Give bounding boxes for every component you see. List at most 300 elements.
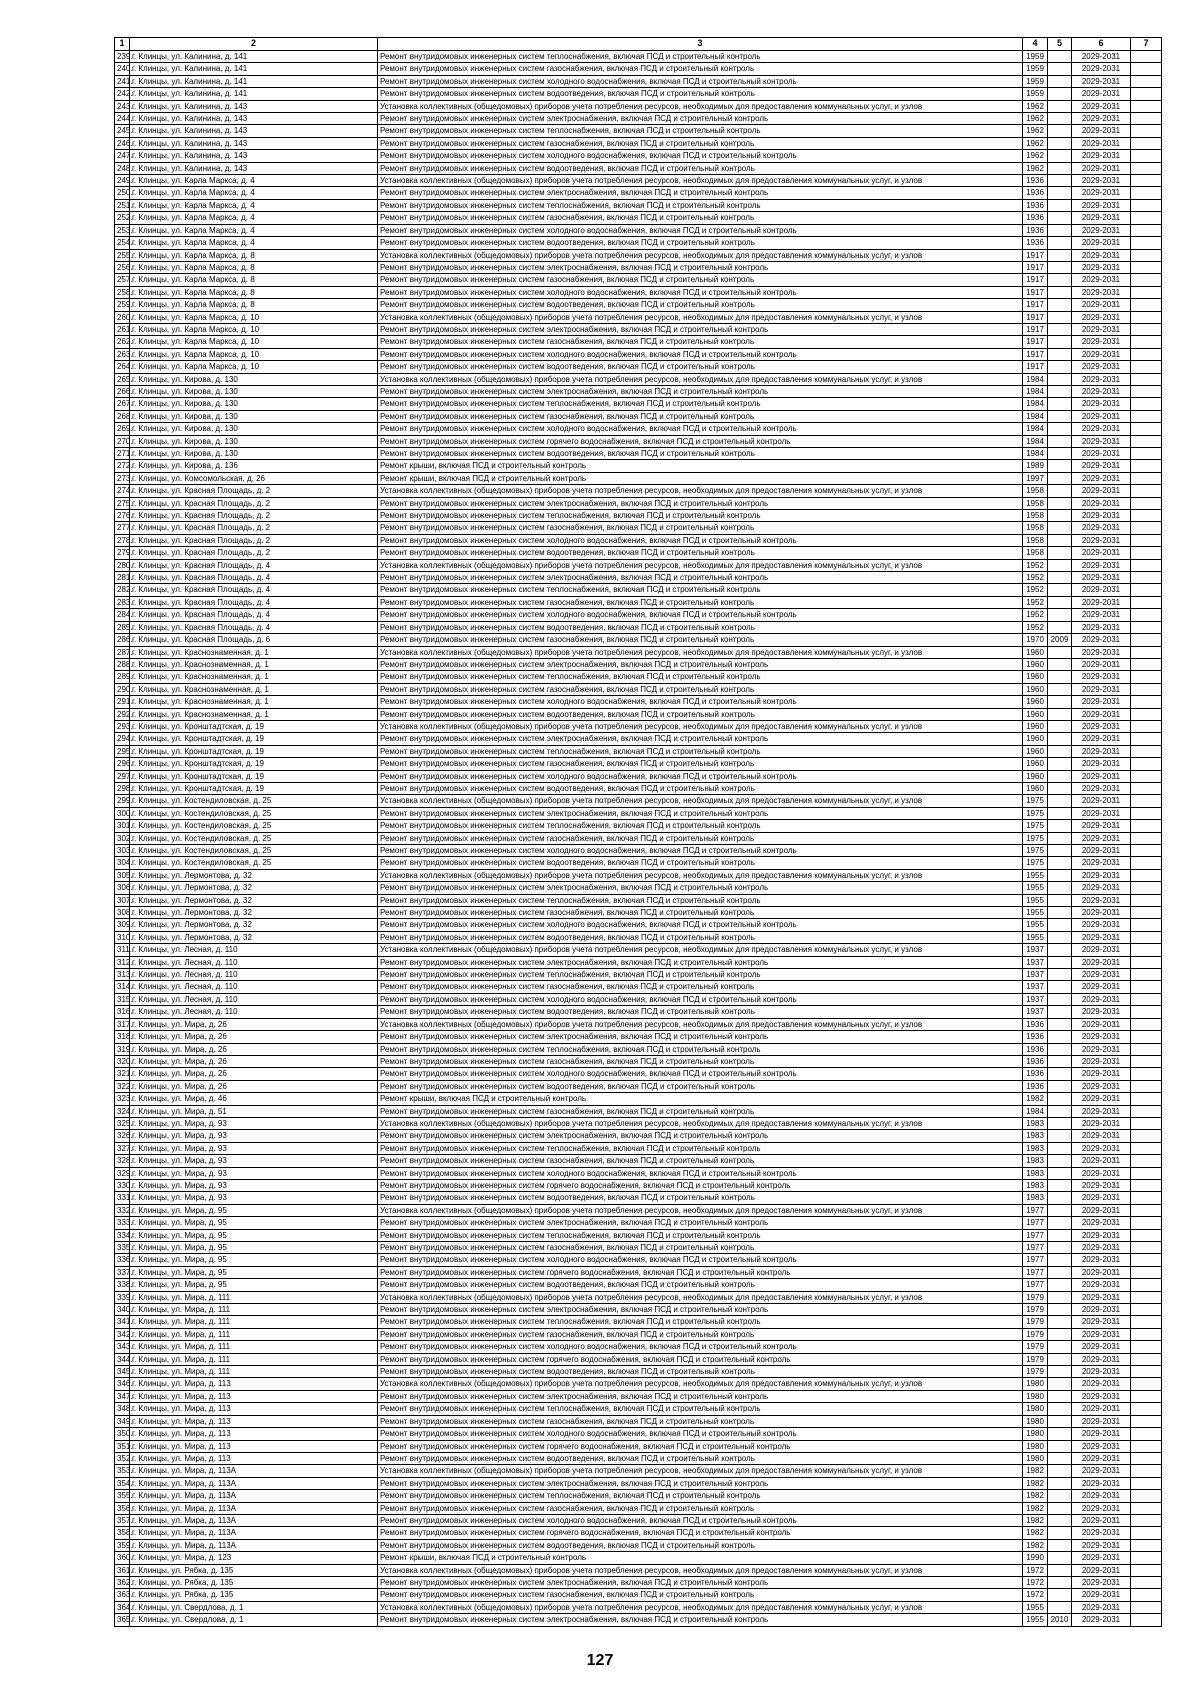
planned-period-cell: 2029-2031 xyxy=(1072,1229,1131,1241)
row-number: 301. xyxy=(115,820,130,832)
planned-period-cell: 2029-2031 xyxy=(1072,261,1131,273)
row-number: 337. xyxy=(115,1266,130,1278)
commission-year-cell: 1982 xyxy=(1023,1502,1048,1514)
extra-cell xyxy=(1131,1428,1162,1440)
planned-period-cell: 2029-2031 xyxy=(1072,621,1131,633)
table-row xyxy=(115,782,1162,794)
address-cell: г. Клинцы, ул. Мира, д. 26 xyxy=(130,1018,378,1030)
row-number: 334. xyxy=(115,1229,130,1241)
table-row xyxy=(115,820,1162,832)
address-cell: г. Клинцы, ул. Кирова, д. 130 xyxy=(130,410,378,422)
extra-cell xyxy=(1131,1192,1162,1204)
planned-period-cell: 2029-2031 xyxy=(1072,460,1131,472)
address-cell: г. Клинцы, ул. Мира, д. 26 xyxy=(130,1068,378,1080)
commission-year-cell: 1960 xyxy=(1023,671,1048,683)
table-row xyxy=(115,410,1162,422)
work-type-cell: Установка коллективных (общедомовых) приборов учета потребления ресурсов, необходимых для предоставления коммунальных услуг, и узлов xyxy=(378,1204,1023,1216)
planned-period-cell: 2029-2031 xyxy=(1072,249,1131,261)
extra-cell xyxy=(1131,460,1162,472)
commission-year-cell: 1936 xyxy=(1023,1031,1048,1043)
work-type-cell: Ремонт внутридомовых инженерных систем водоотведения, включая ПСД и строительный контроль xyxy=(378,1192,1023,1204)
work-type-cell: Установка коллективных (общедомовых) приборов учета потребления ресурсов, необходимых для предоставления коммунальных услуг, и узлов xyxy=(378,795,1023,807)
address-cell: г. Клинцы, ул. Мира, д. 111 xyxy=(130,1291,378,1303)
row-number: 339. xyxy=(115,1291,130,1303)
last-repair-year-cell xyxy=(1048,299,1072,311)
planned-period-cell: 2029-2031 xyxy=(1072,51,1131,63)
planned-period-cell: 2029-2031 xyxy=(1072,832,1131,844)
row-number: 246. xyxy=(115,137,130,149)
work-type-cell: Ремонт внутридомовых инженерных систем газоснабжения, включая ПСД и строительный контроль xyxy=(378,1155,1023,1167)
work-type-cell: Ремонт внутридомовых инженерных систем электроснабжения, включая ПСД и строительный контроль xyxy=(378,113,1023,125)
row-number: 311. xyxy=(115,944,130,956)
commission-year-cell: 1917 xyxy=(1023,361,1048,373)
extra-cell xyxy=(1131,1080,1162,1092)
commission-year-cell: 1962 xyxy=(1023,162,1048,174)
row-number: 347. xyxy=(115,1390,130,1402)
work-type-cell: Ремонт внутридомовых инженерных систем холодного водоснабжения, включая ПСД и строительный контроль xyxy=(378,1167,1023,1179)
extra-cell xyxy=(1131,820,1162,832)
extra-cell xyxy=(1131,534,1162,546)
planned-period-cell: 2029-2031 xyxy=(1072,299,1131,311)
extra-cell xyxy=(1131,348,1162,360)
table-row xyxy=(115,671,1162,683)
work-type-cell: Ремонт внутридомовых инженерных систем холодного водоснабжения, включая ПСД и строительный контроль xyxy=(378,993,1023,1005)
commission-year-cell: 1982 xyxy=(1023,1465,1048,1477)
commission-year-cell: 1977 xyxy=(1023,1229,1048,1241)
table-row xyxy=(115,348,1162,360)
row-number: 318. xyxy=(115,1031,130,1043)
row-number: 312. xyxy=(115,956,130,968)
extra-cell xyxy=(1131,435,1162,447)
column-header-4: 4 xyxy=(1023,38,1048,51)
work-type-cell: Установка коллективных (общедомовых) приборов учета потребления ресурсов, необходимых для предоставления коммунальных услуг, и узлов xyxy=(378,1291,1023,1303)
extra-cell xyxy=(1131,472,1162,484)
address-cell: г. Клинцы, ул. Мира, д. 113А xyxy=(130,1477,378,1489)
last-repair-year-cell xyxy=(1048,237,1072,249)
planned-period-cell: 2029-2031 xyxy=(1072,745,1131,757)
address-cell: г. Клинцы, ул. Калинина, д. 141 xyxy=(130,63,378,75)
extra-cell xyxy=(1131,1564,1162,1576)
address-cell: г. Клинцы, ул. Карла Маркса, д. 4 xyxy=(130,187,378,199)
last-repair-year-cell xyxy=(1048,1179,1072,1191)
planned-period-cell: 2029-2031 xyxy=(1072,435,1131,447)
extra-cell xyxy=(1131,720,1162,732)
row-number: 336. xyxy=(115,1254,130,1266)
work-type-cell: Установка коллективных (общедомовых) приборов учета потребления ресурсов, необходимых для предоставления коммунальных услуг, и узлов xyxy=(378,944,1023,956)
work-type-cell: Ремонт крыши, включая ПСД и строительный контроль xyxy=(378,460,1023,472)
planned-period-cell: 2029-2031 xyxy=(1072,1117,1131,1129)
table-row xyxy=(115,634,1162,646)
column-header-3: 3 xyxy=(378,38,1023,51)
table-row xyxy=(115,646,1162,658)
table-row xyxy=(115,720,1162,732)
table-row xyxy=(115,1490,1162,1502)
address-cell: г. Клинцы, ул. Мира, д. 123 xyxy=(130,1552,378,1564)
table-row xyxy=(115,1242,1162,1254)
last-repair-year-cell xyxy=(1048,1031,1072,1043)
last-repair-year-cell xyxy=(1048,1490,1072,1502)
table-row xyxy=(115,770,1162,782)
table-row xyxy=(115,1564,1162,1576)
last-repair-year-cell xyxy=(1048,931,1072,943)
row-number: 277. xyxy=(115,522,130,534)
commission-year-cell: 1980 xyxy=(1023,1428,1048,1440)
commission-year-cell: 1936 xyxy=(1023,1055,1048,1067)
work-type-cell: Ремонт внутридомовых инженерных систем водоотведения, включая ПСД и строительный контроль xyxy=(378,621,1023,633)
commission-year-cell: 1984 xyxy=(1023,423,1048,435)
commission-year-cell: 1977 xyxy=(1023,1204,1048,1216)
extra-cell xyxy=(1131,1341,1162,1353)
table-row xyxy=(115,1043,1162,1055)
table-row xyxy=(115,1204,1162,1216)
work-type-cell: Ремонт внутридомовых инженерных систем холодного водоснабжения, включая ПСД и строительный контроль xyxy=(378,609,1023,621)
work-type-cell: Ремонт внутридомовых инженерных систем холодного водоснабжения, включая ПСД и строительный контроль xyxy=(378,75,1023,87)
planned-period-cell: 2029-2031 xyxy=(1072,485,1131,497)
table-row xyxy=(115,733,1162,745)
table-row xyxy=(115,361,1162,373)
work-type-cell: Ремонт внутридомовых инженерных систем электроснабжения, включая ПСД и строительный контроль xyxy=(378,497,1023,509)
extra-cell xyxy=(1131,658,1162,670)
work-type-cell: Ремонт внутридомовых инженерных систем теплоснабжения, включая ПСД и строительный контроль xyxy=(378,1403,1023,1415)
extra-cell xyxy=(1131,1390,1162,1402)
extra-cell xyxy=(1131,336,1162,348)
table-row xyxy=(115,981,1162,993)
table-row xyxy=(115,311,1162,323)
row-number: 346. xyxy=(115,1378,130,1390)
address-cell: г. Клинцы, ул. Калинина, д. 141 xyxy=(130,75,378,87)
row-number: 257. xyxy=(115,274,130,286)
planned-period-cell: 2029-2031 xyxy=(1072,609,1131,621)
extra-cell xyxy=(1131,175,1162,187)
commission-year-cell: 1958 xyxy=(1023,522,1048,534)
table-row xyxy=(115,1415,1162,1427)
planned-period-cell: 2029-2031 xyxy=(1072,1179,1131,1191)
address-cell: г. Клинцы, ул. Мира, д. 113 xyxy=(130,1452,378,1464)
table-row xyxy=(115,75,1162,87)
planned-period-cell: 2029-2031 xyxy=(1072,807,1131,819)
address-cell: г. Клинцы, ул. Мира, д. 113А xyxy=(130,1514,378,1526)
commission-year-cell: 1997 xyxy=(1023,472,1048,484)
row-number: 247. xyxy=(115,150,130,162)
last-repair-year-cell xyxy=(1048,869,1072,881)
last-repair-year-cell xyxy=(1048,720,1072,732)
last-repair-year-cell xyxy=(1048,807,1072,819)
planned-period-cell: 2029-2031 xyxy=(1072,1378,1131,1390)
address-cell: г. Клинцы, ул. Кронштадтская, д. 19 xyxy=(130,733,378,745)
planned-period-cell: 2029-2031 xyxy=(1072,410,1131,422)
table-row xyxy=(115,1366,1162,1378)
address-cell: г. Клинцы, ул. Мира, д. 111 xyxy=(130,1316,378,1328)
commission-year-cell: 1917 xyxy=(1023,299,1048,311)
address-cell: г. Клинцы, ул. Мира, д. 93 xyxy=(130,1179,378,1191)
commission-year-cell: 1962 xyxy=(1023,137,1048,149)
table-row xyxy=(115,385,1162,397)
address-cell: г. Клинцы, ул. Карла Маркса, д. 10 xyxy=(130,311,378,323)
last-repair-year-cell xyxy=(1048,385,1072,397)
planned-period-cell: 2029-2031 xyxy=(1072,944,1131,956)
address-cell: г. Клинцы, ул. Карла Маркса, д. 10 xyxy=(130,361,378,373)
row-number: 317. xyxy=(115,1018,130,1030)
table-row xyxy=(115,249,1162,261)
address-cell: г. Клинцы, ул. Калинина, д. 141 xyxy=(130,88,378,100)
last-repair-year-cell xyxy=(1048,1452,1072,1464)
planned-period-cell: 2029-2031 xyxy=(1072,1601,1131,1613)
row-number: 298. xyxy=(115,782,130,794)
table-row xyxy=(115,658,1162,670)
commission-year-cell: 1960 xyxy=(1023,696,1048,708)
planned-period-cell: 2029-2031 xyxy=(1072,1192,1131,1204)
planned-period-cell: 2029-2031 xyxy=(1072,1366,1131,1378)
planned-period-cell: 2029-2031 xyxy=(1072,882,1131,894)
row-number: 243. xyxy=(115,100,130,112)
table-row xyxy=(115,224,1162,236)
planned-period-cell: 2029-2031 xyxy=(1072,1043,1131,1055)
address-cell: г. Клинцы, ул. Свердлова, д. 1 xyxy=(130,1601,378,1613)
table-row xyxy=(115,621,1162,633)
commission-year-cell: 1936 xyxy=(1023,212,1048,224)
planned-period-cell: 2029-2031 xyxy=(1072,845,1131,857)
work-type-cell: Ремонт внутридомовых инженерных систем водоотведения, включая ПСД и строительный контроль xyxy=(378,299,1023,311)
work-type-cell: Ремонт внутридомовых инженерных систем теплоснабжения, включая ПСД и строительный контроль xyxy=(378,671,1023,683)
work-type-cell: Ремонт внутридомовых инженерных систем теплоснабжения, включая ПСД и строительный контроль xyxy=(378,969,1023,981)
commission-year-cell: 1962 xyxy=(1023,125,1048,137)
row-number: 364. xyxy=(115,1601,130,1613)
address-cell: г. Клинцы, ул. Мира, д. 93 xyxy=(130,1142,378,1154)
last-repair-year-cell xyxy=(1048,547,1072,559)
last-repair-year-cell xyxy=(1048,113,1072,125)
extra-cell xyxy=(1131,137,1162,149)
row-number: 250. xyxy=(115,187,130,199)
planned-period-cell: 2029-2031 xyxy=(1072,894,1131,906)
row-number: 245. xyxy=(115,125,130,137)
table-row xyxy=(115,1428,1162,1440)
planned-period-cell: 2029-2031 xyxy=(1072,1068,1131,1080)
extra-cell xyxy=(1131,510,1162,522)
planned-period-cell: 2029-2031 xyxy=(1072,981,1131,993)
row-number: 323. xyxy=(115,1093,130,1105)
table-row xyxy=(115,373,1162,385)
commission-year-cell: 1982 xyxy=(1023,1514,1048,1526)
planned-period-cell: 2029-2031 xyxy=(1072,584,1131,596)
last-repair-year-cell xyxy=(1048,361,1072,373)
address-cell: г. Клинцы, ул. Калинина, д. 143 xyxy=(130,125,378,137)
extra-cell xyxy=(1131,807,1162,819)
planned-period-cell: 2029-2031 xyxy=(1072,931,1131,943)
column-header-5: 5 xyxy=(1048,38,1072,51)
commission-year-cell: 1955 xyxy=(1023,907,1048,919)
row-number: 262. xyxy=(115,336,130,348)
table-row xyxy=(115,51,1162,63)
table-row xyxy=(115,857,1162,869)
last-repair-year-cell xyxy=(1048,1552,1072,1564)
last-repair-year-cell xyxy=(1048,894,1072,906)
last-repair-year-cell xyxy=(1048,1291,1072,1303)
address-cell: г. Клинцы, ул. Карла Маркса, д. 8 xyxy=(130,249,378,261)
commission-year-cell: 1917 xyxy=(1023,311,1048,323)
row-number: 300. xyxy=(115,807,130,819)
address-cell: г. Клинцы, ул. Мира, д. 26 xyxy=(130,1055,378,1067)
planned-period-cell: 2029-2031 xyxy=(1072,150,1131,162)
commission-year-cell: 1979 xyxy=(1023,1316,1048,1328)
address-cell: г. Клинцы, ул. Мира, д. 95 xyxy=(130,1279,378,1291)
planned-period-cell: 2029-2031 xyxy=(1072,1341,1131,1353)
commission-year-cell: 1983 xyxy=(1023,1167,1048,1179)
extra-cell xyxy=(1131,869,1162,881)
table-row xyxy=(115,274,1162,286)
work-type-cell: Ремонт внутридомовых инженерных систем электроснабжения, включая ПСД и строительный контроль xyxy=(378,956,1023,968)
row-number: 291. xyxy=(115,696,130,708)
row-number: 350. xyxy=(115,1428,130,1440)
address-cell: г. Клинцы, ул. Красная Площадь, д. 4 xyxy=(130,572,378,584)
last-repair-year-cell xyxy=(1048,584,1072,596)
last-repair-year-cell xyxy=(1048,472,1072,484)
extra-cell xyxy=(1131,323,1162,335)
last-repair-year-cell xyxy=(1048,981,1072,993)
commission-year-cell: 1979 xyxy=(1023,1328,1048,1340)
commission-year-cell: 1975 xyxy=(1023,845,1048,857)
address-cell: г. Клинцы, ул. Краснознаменная, д. 1 xyxy=(130,683,378,695)
address-cell: г. Клинцы, ул. Костендиловская, д. 25 xyxy=(130,845,378,857)
commission-year-cell: 1960 xyxy=(1023,683,1048,695)
row-number: 292. xyxy=(115,708,130,720)
planned-period-cell: 2029-2031 xyxy=(1072,75,1131,87)
planned-period-cell: 2029-2031 xyxy=(1072,1080,1131,1092)
last-repair-year-cell xyxy=(1048,1428,1072,1440)
table-row xyxy=(115,894,1162,906)
last-repair-year-cell xyxy=(1048,1167,1072,1179)
row-number: 239. xyxy=(115,51,130,63)
last-repair-year-cell xyxy=(1048,373,1072,385)
address-cell: г. Клинцы, ул. Мира, д. 95 xyxy=(130,1242,378,1254)
address-cell: г. Клинцы, ул. Мира, д. 111 xyxy=(130,1328,378,1340)
address-cell: г. Клинцы, ул. Карла Маркса, д. 8 xyxy=(130,274,378,286)
address-cell: г. Клинцы, ул. Лермонтова, д. 32 xyxy=(130,882,378,894)
table-row xyxy=(115,1167,1162,1179)
planned-period-cell: 2029-2031 xyxy=(1072,1006,1131,1018)
work-type-cell: Ремонт внутридомовых инженерных систем холодного водоснабжения, включая ПСД и строительный контроль xyxy=(378,1428,1023,1440)
last-repair-year-cell xyxy=(1048,448,1072,460)
work-type-cell: Ремонт внутридомовых инженерных систем газоснабжения, включая ПСД и строительный контроль xyxy=(378,683,1023,695)
row-number: 309. xyxy=(115,919,130,931)
address-cell: г. Клинцы, ул. Кронштадтская, д. 19 xyxy=(130,782,378,794)
work-type-cell: Ремонт крыши, включая ПСД и строительный контроль xyxy=(378,472,1023,484)
last-repair-year-cell xyxy=(1048,658,1072,670)
work-type-cell: Ремонт внутридомовых инженерных систем водоотведения, включая ПСД и строительный контроль xyxy=(378,162,1023,174)
row-number: 274. xyxy=(115,485,130,497)
row-number: 304. xyxy=(115,857,130,869)
table-row xyxy=(115,1341,1162,1353)
commission-year-cell: 1979 xyxy=(1023,1341,1048,1353)
last-repair-year-cell xyxy=(1048,1018,1072,1030)
table-row xyxy=(115,1403,1162,1415)
extra-cell xyxy=(1131,733,1162,745)
extra-cell xyxy=(1131,1552,1162,1564)
address-cell: г. Клинцы, ул. Мира, д. 95 xyxy=(130,1266,378,1278)
last-repair-year-cell xyxy=(1048,1142,1072,1154)
row-number: 263. xyxy=(115,348,130,360)
commission-year-cell: 1917 xyxy=(1023,261,1048,273)
commission-year-cell: 1917 xyxy=(1023,274,1048,286)
last-repair-year-cell xyxy=(1048,150,1072,162)
row-number: 319. xyxy=(115,1043,130,1055)
commission-year-cell: 1975 xyxy=(1023,832,1048,844)
work-type-cell: Ремонт внутридомовых инженерных систем электроснабжения, включая ПСД и строительный контроль xyxy=(378,385,1023,397)
last-repair-year-cell xyxy=(1048,100,1072,112)
table-row xyxy=(115,1105,1162,1117)
last-repair-year-cell xyxy=(1048,1440,1072,1452)
address-cell: г. Клинцы, ул. Мира, д. 26 xyxy=(130,1043,378,1055)
commission-year-cell: 1936 xyxy=(1023,187,1048,199)
work-type-cell: Ремонт внутридомовых инженерных систем электроснабжения, включая ПСД и строительный контроль xyxy=(378,1576,1023,1588)
last-repair-year-cell xyxy=(1048,1254,1072,1266)
address-cell: г. Клинцы, ул. Мира, д. 113 xyxy=(130,1403,378,1415)
commission-year-cell: 1972 xyxy=(1023,1576,1048,1588)
row-number: 354. xyxy=(115,1477,130,1489)
planned-period-cell: 2029-2031 xyxy=(1072,969,1131,981)
planned-period-cell: 2029-2031 xyxy=(1072,1055,1131,1067)
work-type-cell: Ремонт внутридомовых инженерных систем теплоснабжения, включая ПСД и строительный контроль xyxy=(378,894,1023,906)
table-row xyxy=(115,1179,1162,1191)
row-number: 283. xyxy=(115,596,130,608)
row-number: 352. xyxy=(115,1452,130,1464)
last-repair-year-cell xyxy=(1048,745,1072,757)
last-repair-year-cell xyxy=(1048,572,1072,584)
commission-year-cell: 1984 xyxy=(1023,373,1048,385)
work-type-cell: Ремонт внутридомовых инженерных систем электроснабжения, включая ПСД и строительный контроль xyxy=(378,323,1023,335)
row-number: 330. xyxy=(115,1179,130,1191)
table-row xyxy=(115,485,1162,497)
work-type-cell: Установка коллективных (общедомовых) приборов учета потребления ресурсов, необходимых для предоставления коммунальных услуг, и узлов xyxy=(378,175,1023,187)
last-repair-year-cell xyxy=(1048,708,1072,720)
commission-year-cell: 1952 xyxy=(1023,559,1048,571)
extra-cell xyxy=(1131,1490,1162,1502)
table-row xyxy=(115,1254,1162,1266)
work-type-cell: Ремонт внутридомовых инженерных систем газоснабжения, включая ПСД и строительный контроль xyxy=(378,137,1023,149)
row-number: 305. xyxy=(115,869,130,881)
table-row xyxy=(115,522,1162,534)
table-row xyxy=(115,100,1162,112)
table-row xyxy=(115,510,1162,522)
address-cell: г. Клинцы, ул. Лесная, д. 110 xyxy=(130,993,378,1005)
commission-year-cell: 1975 xyxy=(1023,807,1048,819)
work-type-cell: Ремонт внутридомовых инженерных систем горячего водоснабжения, включая ПСД и строительный контроль xyxy=(378,1440,1023,1452)
work-type-cell: Ремонт крыши, включая ПСД и строительный контроль xyxy=(378,1552,1023,1564)
work-type-cell: Ремонт внутридомовых инженерных систем электроснабжения, включая ПСД и строительный контроль xyxy=(378,1390,1023,1402)
row-number: 349. xyxy=(115,1415,130,1427)
address-cell: г. Клинцы, ул. Комсомольская, д. 26 xyxy=(130,472,378,484)
work-type-cell: Ремонт внутридомовых инженерных систем теплоснабжения, включая ПСД и строительный контроль xyxy=(378,199,1023,211)
planned-period-cell: 2029-2031 xyxy=(1072,1564,1131,1576)
address-cell: г. Клинцы, ул. Мира, д. 95 xyxy=(130,1229,378,1241)
planned-period-cell: 2029-2031 xyxy=(1072,1142,1131,1154)
commission-year-cell: 1984 xyxy=(1023,398,1048,410)
row-number: 321. xyxy=(115,1068,130,1080)
address-cell: г. Клинцы, ул. Лесная, д. 110 xyxy=(130,944,378,956)
address-cell: г. Клинцы, ул. Лесная, д. 110 xyxy=(130,956,378,968)
last-repair-year-cell xyxy=(1048,63,1072,75)
extra-cell xyxy=(1131,63,1162,75)
extra-cell xyxy=(1131,882,1162,894)
page-number: 127 xyxy=(586,1652,614,1669)
row-number: 281. xyxy=(115,572,130,584)
planned-period-cell: 2029-2031 xyxy=(1072,323,1131,335)
address-cell: г. Клинцы, ул. Мира, д. 113А xyxy=(130,1502,378,1514)
work-type-cell: Ремонт внутридомовых инженерных систем холодного водоснабжения, включая ПСД и строительный контроль xyxy=(378,286,1023,298)
last-repair-year-cell xyxy=(1048,1539,1072,1551)
last-repair-year-cell xyxy=(1048,1279,1072,1291)
table-row xyxy=(115,125,1162,137)
planned-period-cell: 2029-2031 xyxy=(1072,385,1131,397)
